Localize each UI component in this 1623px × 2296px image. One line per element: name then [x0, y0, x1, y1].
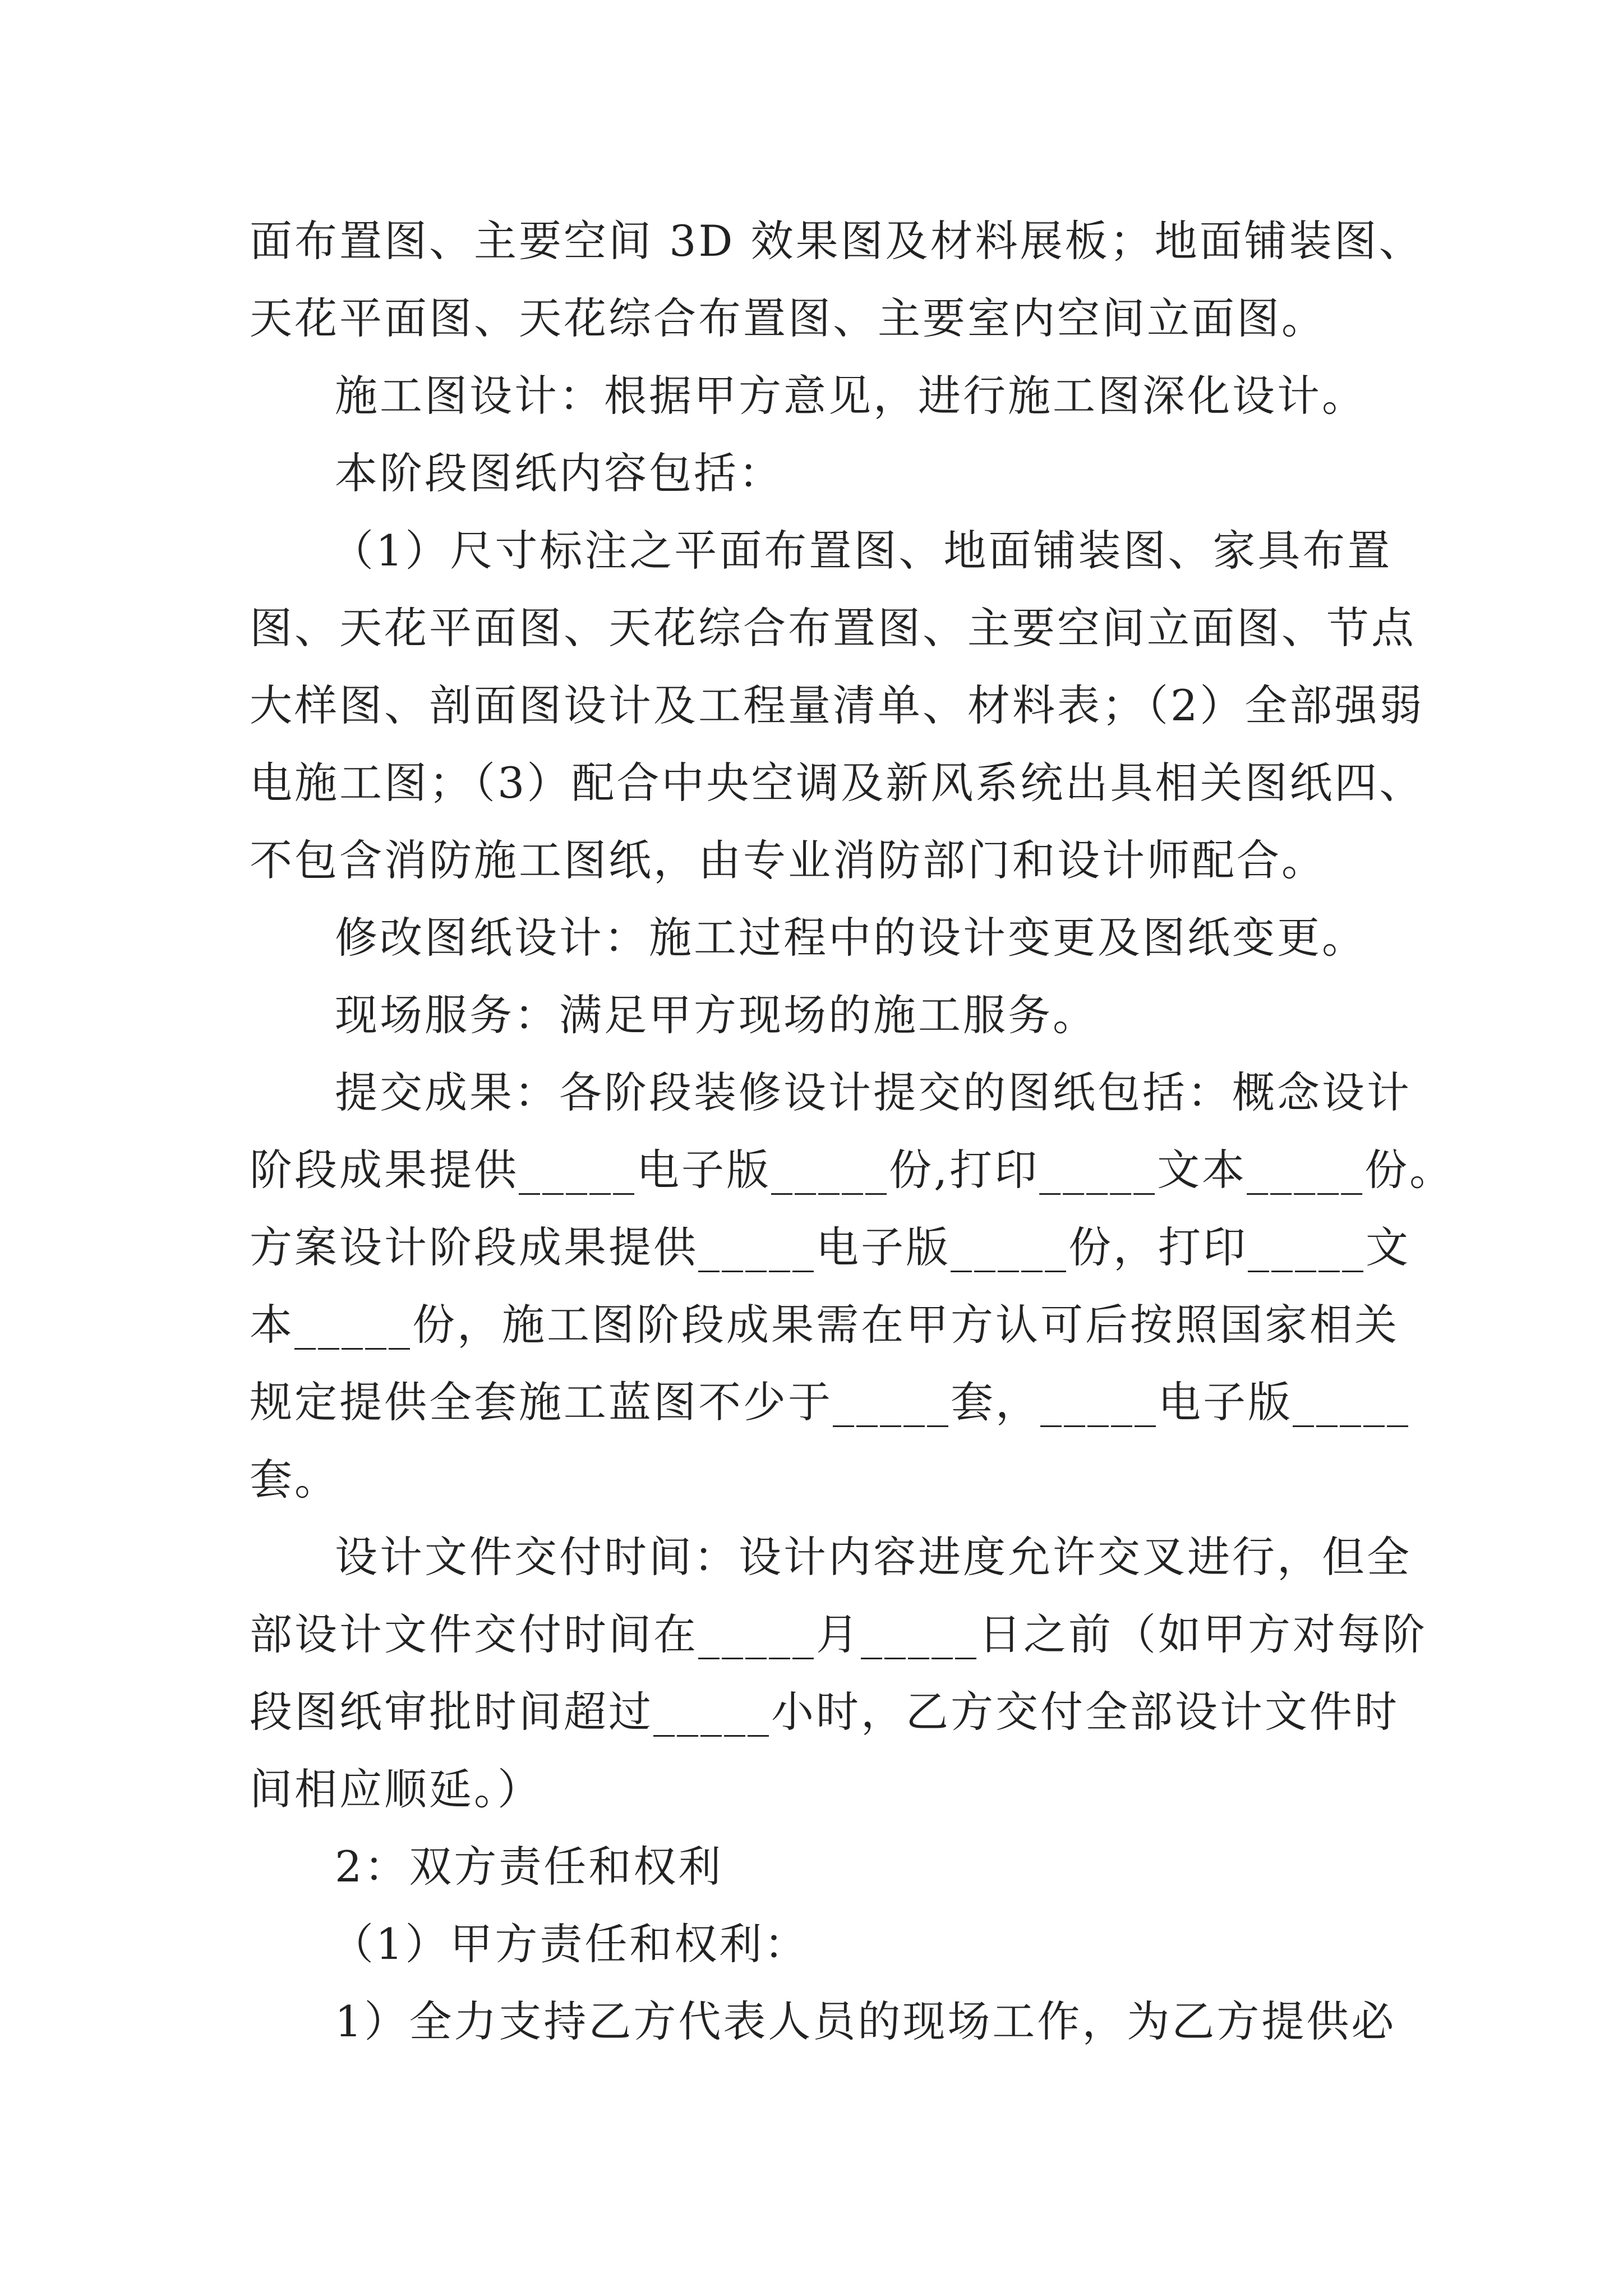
text-line-17: 套。: [250, 1455, 339, 1504]
text-line-19: 部设计文件交付时间在_____月_____日之前（如甲方对每阶: [250, 1609, 1427, 1659]
text-line-2: 天花平面图、天花综合布置图、主要室内空间立面图。: [250, 293, 1326, 343]
text-line-3: 施工图设计：根据甲方意见，进行施工图深化设计。: [335, 371, 1367, 421]
text-line-8: 电施工图；（3）配合中央空调及新风系统出具相关图纸四、: [250, 758, 1424, 808]
text-line-9: 不包含消防施工图纸，由专业消防部门和设计师配合。: [250, 835, 1326, 885]
text-line-20: 段图纸审批时间超过_____小时，乙方交付全部设计文件时: [250, 1687, 1399, 1737]
text-line-21: 间相应顺延。）: [250, 1764, 542, 1814]
text-line-16: 规定提供全套施工蓝图不少于_____套，_____电子版_____: [250, 1377, 1410, 1427]
text-line-22: 2：双方责任和权利: [335, 1842, 723, 1892]
text-line-14: 方案设计阶段成果提供_____电子版_____份，打印_____文: [250, 1222, 1410, 1272]
text-line-6: 图、天花平面图、天花综合布置图、主要空间立面图、节点: [250, 603, 1416, 653]
text-line-18: 设计文件交付时间：设计内容进度允许交叉进行，但全: [335, 1532, 1412, 1582]
text-line-15: 本_____份，施工图阶段成果需在甲方认可后按照国家相关: [250, 1300, 1399, 1350]
text-line-12: 提交成果：各阶段装修设计提交的图纸包括：概念设计: [335, 1068, 1412, 1117]
text-line-10: 修改图纸设计：施工过程中的设计变更及图纸变更。: [335, 913, 1367, 963]
text-line-13: 阶段成果提供_____电子版_____份,打印_____文本_____份。: [250, 1145, 1455, 1195]
text-line-24: 1）全力支持乙方代表人员的现场工作，为乙方提供必: [335, 1996, 1396, 2046]
text-line-7: 大样图、剖面图设计及工程量清单、材料表；（2）全部强弱: [250, 680, 1424, 730]
text-line-5: （1）尺寸标注之平面布置图、地面铺装图、家具布置: [331, 526, 1393, 576]
text-line-4: 本阶段图纸内容包括：: [335, 448, 783, 498]
text-line-11: 现场服务：满足甲方现场的施工服务。: [335, 990, 1098, 1040]
text-line-23: （1）甲方责任和权利：: [331, 1919, 809, 1969]
text-line-1: 面布置图、主要空间 3D 效果图及材料展板；地面铺装图、: [250, 216, 1424, 266]
